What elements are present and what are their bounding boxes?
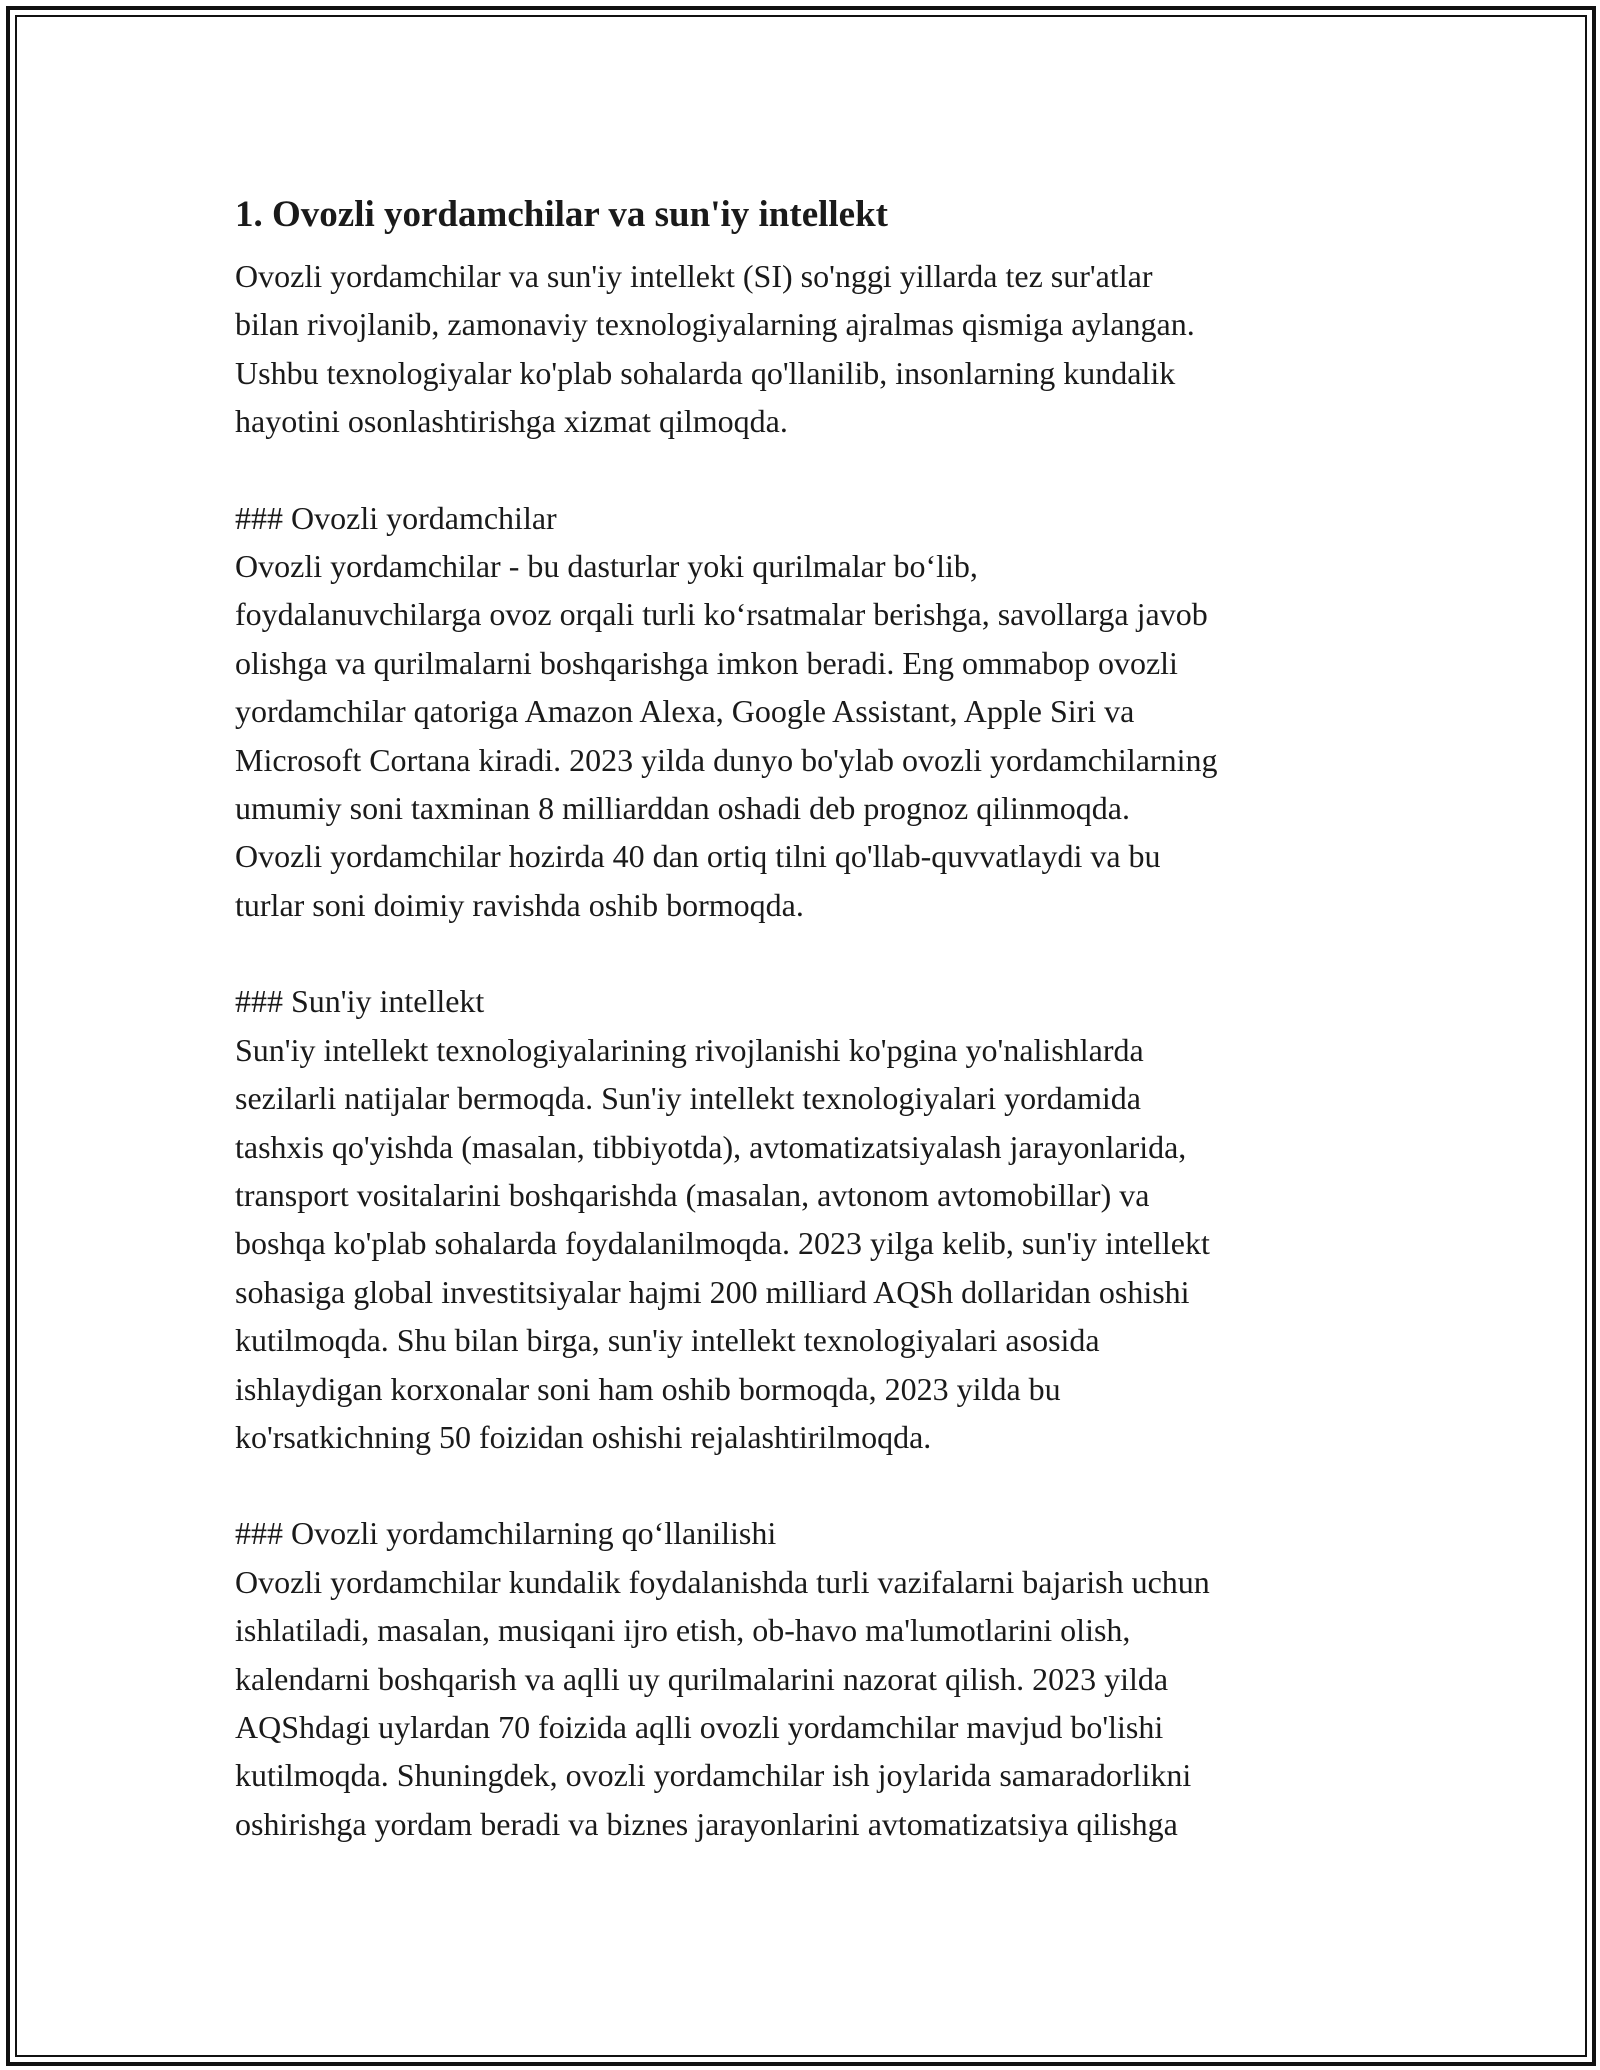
paragraph-gap xyxy=(235,929,1385,977)
section-heading-voice-assistants: ### Ovozli yordamchilar xyxy=(235,499,557,536)
document-title: 1. Ovozli yordamchilar va sun'iy intellekt xyxy=(235,194,888,235)
section-body-usage: Ovozli yordamchilar kundalik foydalanishda turli vazifalarni bajarish uchun ishlatiladi, masalan, musiqani ijro etish, ob-havo ma'lumotlarini olish, kalendarni boshqarish va aqlli uy qurilmalarini nazorat qilish. 2023 yilda AQShdagi uylardan 70 foizida aqlli ovozli yordamchilar mavjud bo'lishi kutilmoqda. Shuningdek, ovozli yordamchilar ish joylarida samaradorlikni oshirishga yordam beradi va biznes jarayonlarini avtomatizatsiya qilishga xyxy=(235,1563,1210,1842)
section-heading-usage: ### Ovozli yordamchilarning qo‘llanilishi xyxy=(235,1515,777,1552)
document-body xyxy=(235,188,1385,1848)
section-heading-ai: ### Sun'iy intellekt xyxy=(235,983,485,1020)
paragraph-gap xyxy=(235,446,1385,494)
section-body-ai: Sun'iy intellekt texnologiyalarining rivojlanishi ko'pgina yo'nalishlarda sezilarli natijalar bermoqda. Sun'iy intellekt texnologiyalari yordamida tashxis qo'yishda (masalan, tibbiyotda), avtomatizatsiyalash jarayonlarida, transport vositalarini boshqarishda (masalan, avtonom avtomobillar) va boshqa ko'plab sohalarda foydalanilmoqda. 2023 yilga kelib, sun'iy intellekt sohasiga global investitsiyalar hajmi 200 milliard AQSh dollaridan oshishi kutilmoqda. Shu bilan birga, sun'iy intellekt texnologiyalari asosida ishlaydigan korxonalar soni ham oshib bormoqda, 2023 yilda bu ko'rsatkichning 50 foizidan oshishi rejalashtirilmoqda. xyxy=(235,1031,1210,1455)
paragraph-gap xyxy=(235,1461,1385,1509)
section-body-voice-assistants: Ovozli yordamchilar - bu dasturlar yoki qurilmalar bo‘lib, foydalanuvchilarga ovoz orqali turli ko‘rsatmalar berishga, savollarga javob olishga va qurilmalarni boshqarishga imkon beradi. Eng ommabop ovozli yordamchilar qatoriga Amazon Alexa, Google Assistant, Apple Siri va Microsoft Cortana kiradi. 2023 yilda dunyo bo'ylab ovozli yordamchilarning umumiy soni taxminan 8 milliarddan oshadi deb prognoz qilinmoqda. Ovozli yordamchilar hozirda 40 dan ortiq tilni qo'llab-quvvatlaydi va bu turlar soni doimiy ravishda oshib bormoqda. xyxy=(235,548,1218,923)
intro-paragraph: Ovozli yordamchilar va sun'iy intellekt (SI) so'nggi yillarda tez sur'atlar bilan rivojlanib, zamonaviy texnologiyalarning ajralmas qismiga aylangan. Ushbu texnologiyalar ko'plab sohalarda qo'llanilib, insonlarning kundalik hayotini osonlashtirishga xizmat qilmoqda. xyxy=(235,258,1195,440)
